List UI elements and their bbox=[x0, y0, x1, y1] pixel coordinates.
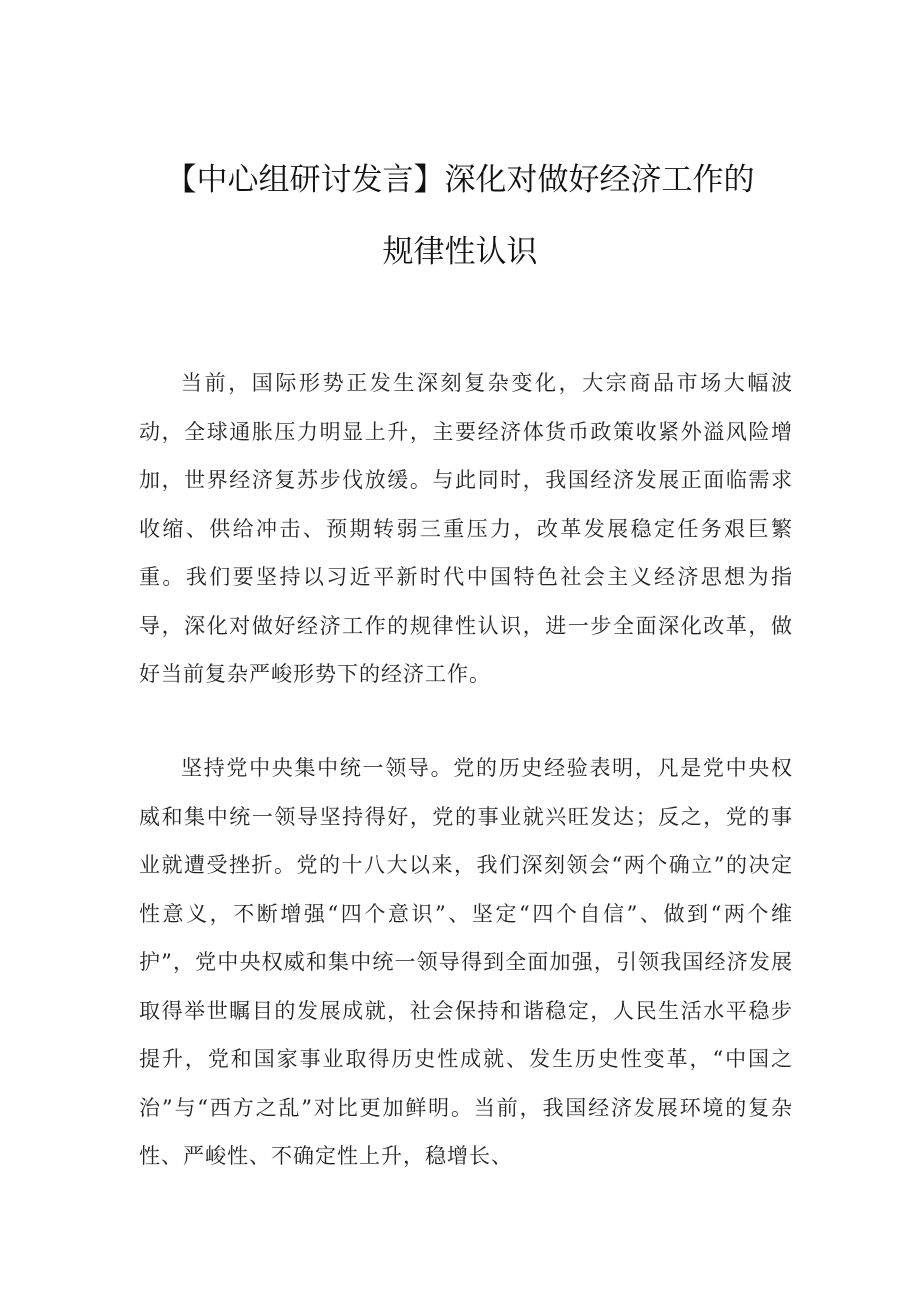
body-paragraph-1: 当前，国际形势正发生深刻复杂变化，大宗商品市场大幅波动，全球通胀压力明显上升，主要经济体货币政策收紧外溢风险增加，世界经济复苏步伐放缓。与此同时，我国经济发展正面临需求收缩、供给冲击、预期转弱三重压力，改革发展稳定任务艰巨繁重。我们要坚持以习近平新时代中国特色社会主义经济思想为指导，深化对做好经济工作的规律性认识，进一步全面深化改革，做好当前复杂严峻形势下的经济工作。 bbox=[139, 371, 793, 686]
body-paragraph-2: 坚持党中央集中统一领导。党的历史经验表明，凡是党中央权威和集中统一领导坚持得好，党的事业就兴旺发达；反之，党的事业就遭受挫折。党的十八大以来，我们深刻领会“两个确立”的决定性意义，不断增强“四个意识”、坚定“四个自信”、做到“两个维护”，党中央权威和集中统一领导得到全面加强，引领我国经济发展取得举世瞩目的发展成就，社会保持和谐稳定，人民生活水平稳步提升，党和国家事业取得历史性成就、发生历史性变革，“中国之治”与“西方之乱”对比更加鲜明。当前，我国经济发展环境的复杂性、严峻性、不确定性上升，稳增长、 bbox=[139, 756, 793, 1168]
document-title-line-1: 【中心组研讨发言】深化对做好经济工作的 bbox=[165, 162, 755, 198]
document-title-line-2: 规律性认识 bbox=[382, 234, 538, 270]
